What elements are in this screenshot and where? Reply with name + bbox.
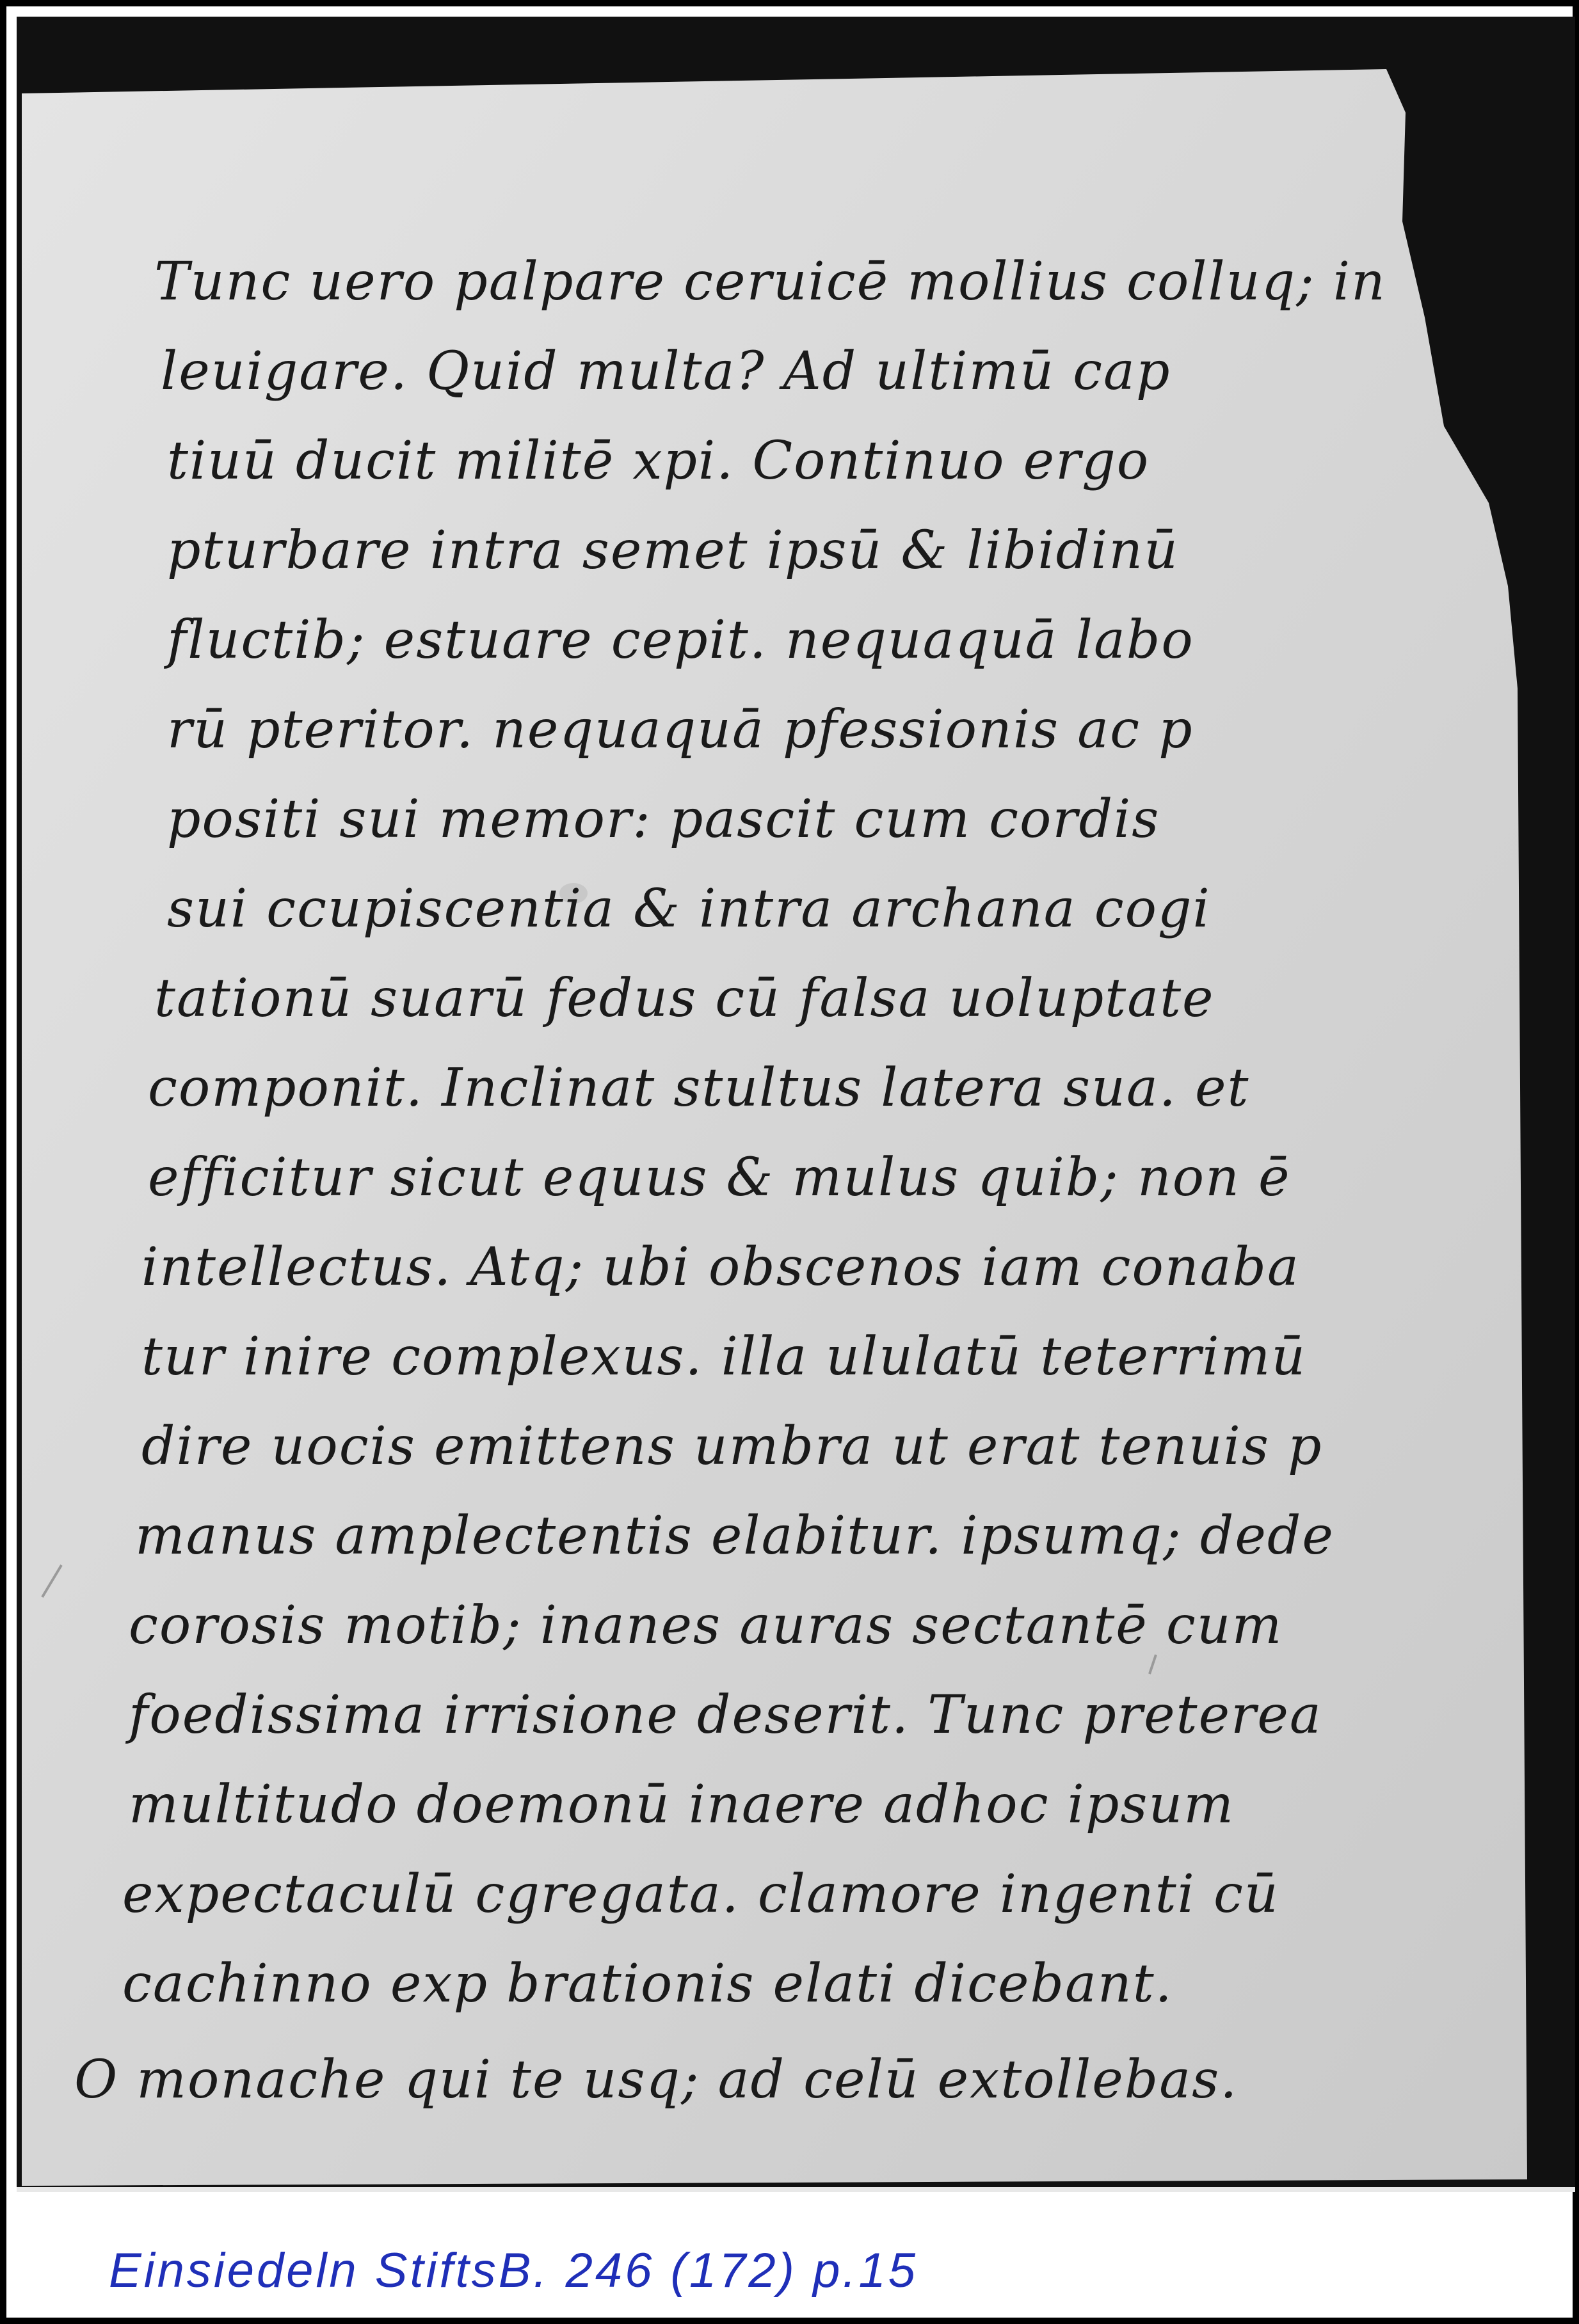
text-line: sui ccupiscentia & intra archana cogi [167, 879, 1211, 939]
text-line: multitudo doemonū inaere adhoc ipsum [129, 1774, 1235, 1835]
text-line: positi sui memor: pascit cum cordis [167, 789, 1160, 850]
text-line: Tunc uero palpare ceruicē mollius colluq; in [154, 251, 1386, 312]
manuscript-text [17, 17, 1575, 2192]
text-line: componit. Inclinat stultus latera sua. et [148, 1058, 1250, 1118]
archive-caption: Einsiedeln StiftsB. 246 (172) p.15 [109, 2243, 918, 2298]
text-line: corosis motib; inanes auras sectantē cum [129, 1595, 1283, 1656]
text-line: leuigare. Quid multa? Ad ultimū cap [161, 341, 1171, 402]
manuscript-photograph [17, 17, 1575, 2192]
text-line: tiuū ducit militē xpi. Continuo ergo [167, 431, 1150, 491]
text-line: tur inire complexus. illa ululatū teterrimū [141, 1326, 1307, 1387]
text-line: fluctib; estuare cepit. nequaquā labo [167, 610, 1194, 671]
text-line: cachinno exp brationis elati dicebant. [122, 1954, 1173, 2014]
text-line: foedissima irrisione deserit. Tunc preterea [129, 1685, 1322, 1746]
text-line: intellectus. Atq; ubi obscenos iam conaba [141, 1237, 1300, 1298]
text-line: manus amplectentis elabitur. ipsumq; dede [135, 1506, 1335, 1566]
text-line: efficitur sicut equus & mulus quib; non ē [148, 1147, 1291, 1208]
text-line: O monache qui te usq; ad celū extollebas. [74, 2049, 1238, 2110]
text-line: tationū suarū fedus cū falsa uoluptate [154, 968, 1215, 1029]
text-line: pturbare intra semet ipsū & libidinū [167, 520, 1179, 581]
text-line: dire uocis emittens umbra ut erat tenuis p [141, 1416, 1323, 1477]
text-line: expectaculū cgregata. clamore ingenti cū [122, 1864, 1279, 1925]
text-line: rū pteritor. nequaquā pfessionis ac p [167, 699, 1194, 760]
